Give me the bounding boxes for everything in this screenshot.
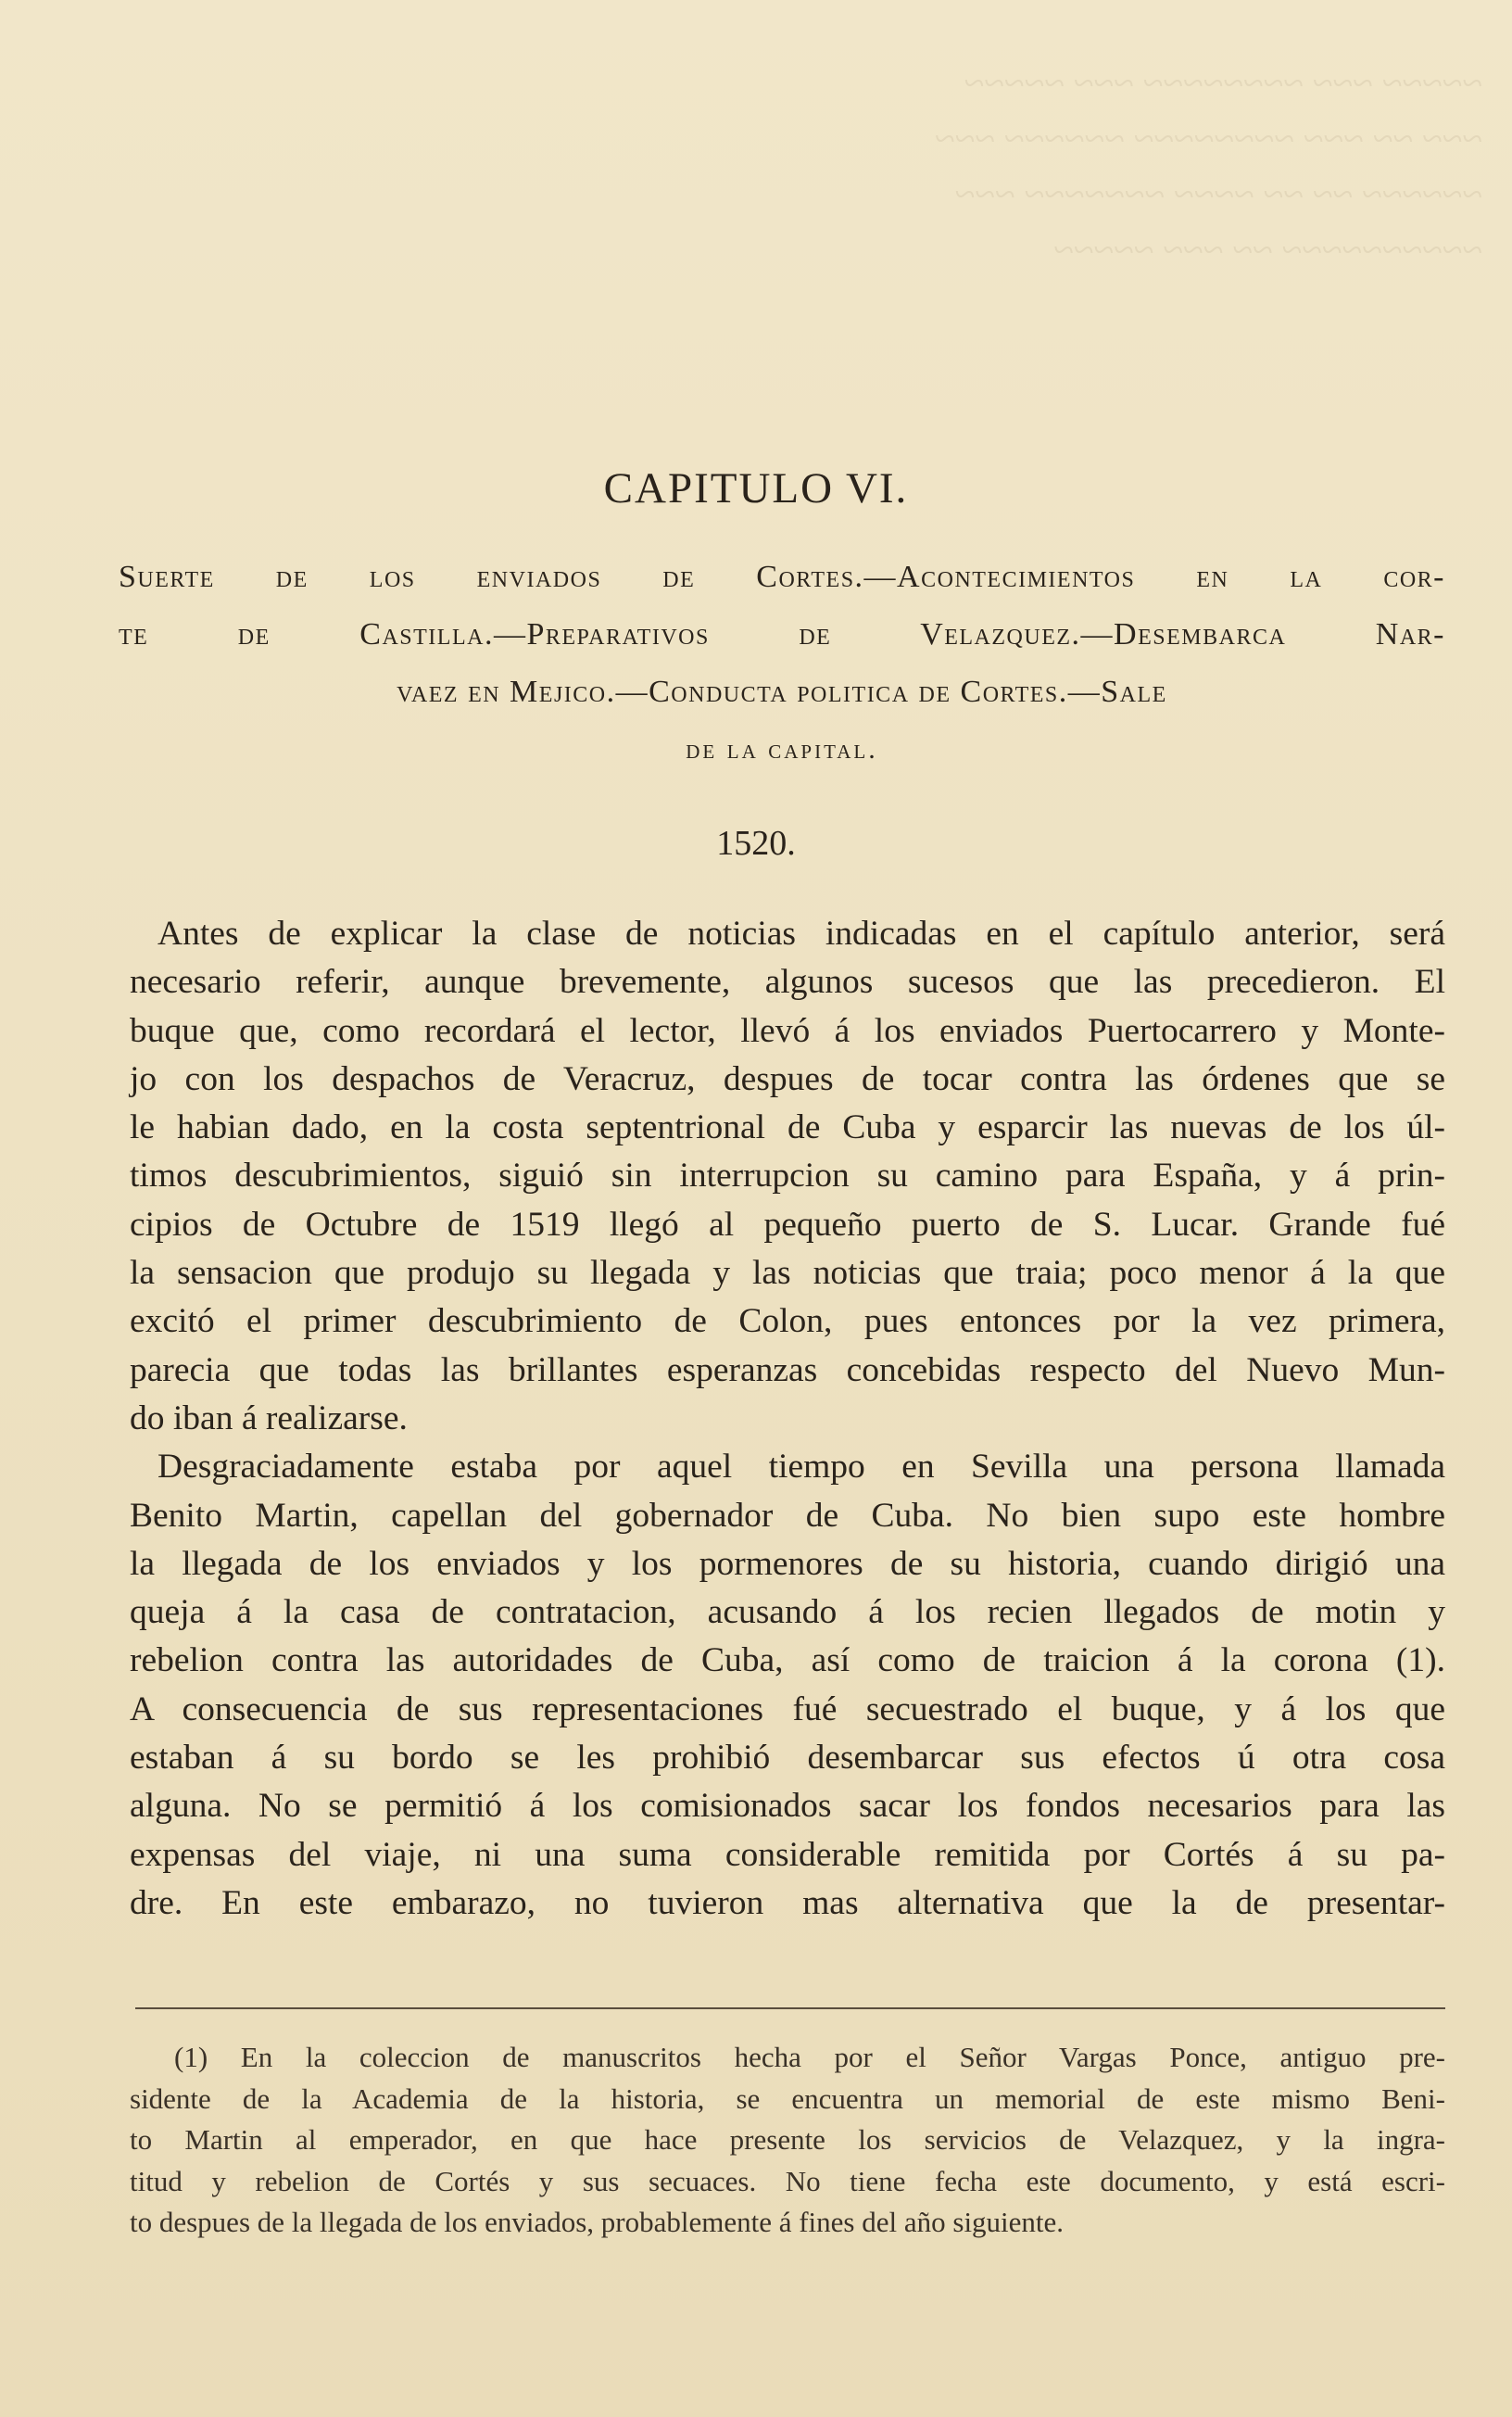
body-line: alguna. No se permitió á los comisionados sacar los fondos necesarios para las [130,1787,1445,1826]
chapter-year: 1520. [716,824,796,863]
body-line: rebelion contra las autoridades de Cuba, así como de traicion á la corona (1). [130,1641,1445,1680]
body-line: do iban á realizarse. [130,1398,408,1437]
body-text [130,910,1445,1928]
footnote-line: sidente de la Academia de la historia, se encuentra un memorial de este mismo Beni- [130,2082,1445,2115]
body-line: necesario referir, aunque brevemente, algunos sucesos que las precedieron. El [130,963,1445,1002]
body-line: la sensacion que produjo su llegada y las noticias que traia; poco menor á la que [130,1254,1445,1293]
footnote-line: (1) En la coleccion de manuscritos hecha por el Señor Vargas Ponce, antiguo pre- [174,2041,1445,2073]
summary-line: vaez en Mejico.—Conducta politica de Cortes.—Sale [397,675,1167,709]
body-line: dre. En este embarazo, no tuvieron mas alternativa que la de presentar- [130,1883,1445,1922]
footnote-divider [135,2007,1445,2009]
body-line: Antes de explicar la clase de noticias indicadas en el capítulo anterior, será [158,915,1445,953]
body-line: Benito Martin, capellan del gobernador de Cuba. No bien supo este hombre [130,1496,1445,1535]
body-line: la llegada de los enviados y los pormenores de su historia, cuando dirigió una [130,1544,1445,1583]
summary-line: de la capital. [686,734,878,765]
chapter-summary [119,549,1445,778]
body-line: timos descubrimientos, siguió sin interrupcion su camino para España, y á prin- [130,1157,1445,1196]
footnote-line: titud y rebelion de Cortés y sus secuaces. No tiene fecha este documento, y está escri- [130,2164,1445,2197]
body-line: excitó el primer descubrimiento de Colon, pues entonces por la vez primera, [130,1302,1445,1341]
body-line: Desgraciadamente estaba por aquel tiempo en Sevilla una persona llamada [158,1448,1445,1487]
summary-line: Suerte de los enviados de Cortes.—Acontecimientos en la cor- [119,560,1445,594]
footnote [130,2037,1445,2244]
body-line: buque que, como recordará el lector, llevó á los enviados Puertocarrero y Monte- [130,1011,1445,1050]
body-line: jo con los despachos de Veracruz, despues de tocar contra las órdenes que se [130,1059,1445,1098]
body-line: A consecuencia de sus representaciones fué secuestrado el buque, y á los que [130,1689,1445,1728]
chapter-title: CAPITULO VI. [603,464,909,513]
body-line: le habian dado, en la costa septentrional de Cuba y esparcir las nuevas de los úl- [130,1108,1445,1147]
body-line: expensas del viaje, ni una suma considerable remitida por Cortés á su pa- [130,1835,1445,1874]
footnote-line: to Martin al emperador, en que hace presente los servicios de Velazquez, y la ingra- [130,2123,1445,2156]
body-line: cipios de Octubre de 1519 llegó al pequeño puerto de S. Lucar. Grande fué [130,1205,1445,1244]
body-line: parecia que todas las brillantes esperanzas concebidas respecto del Nuevo Mun- [130,1350,1445,1389]
summary-line: te de Castilla.—Preparativos de Velazquez.—Desembarca Nar- [119,617,1445,652]
footnote-line: to despues de la llegada de los enviados, probablemente á fines del año siguiente. [130,2206,1065,2238]
bleed-through-decoration: ~~~~~ ~~~ ~~~~~~~~ ~~~ ~~~~~ ~~~ ~~ ~~~ ~~~~~~~~ ~~~~~~ ~~~ ~~~~~~ ~~ ~~ ~~~~ ~~~~~~~ ~~~ ~~~~~~~~~~ ~~ ~~~ ~~~~~ [934,62,1482,271]
body-line: estaban á su bordo se les prohibió desembarcar sus efectos ú otra cosa [130,1739,1445,1778]
body-line: queja á la casa de contratacion, acusando á los recien llegados de motin y [130,1593,1445,1632]
